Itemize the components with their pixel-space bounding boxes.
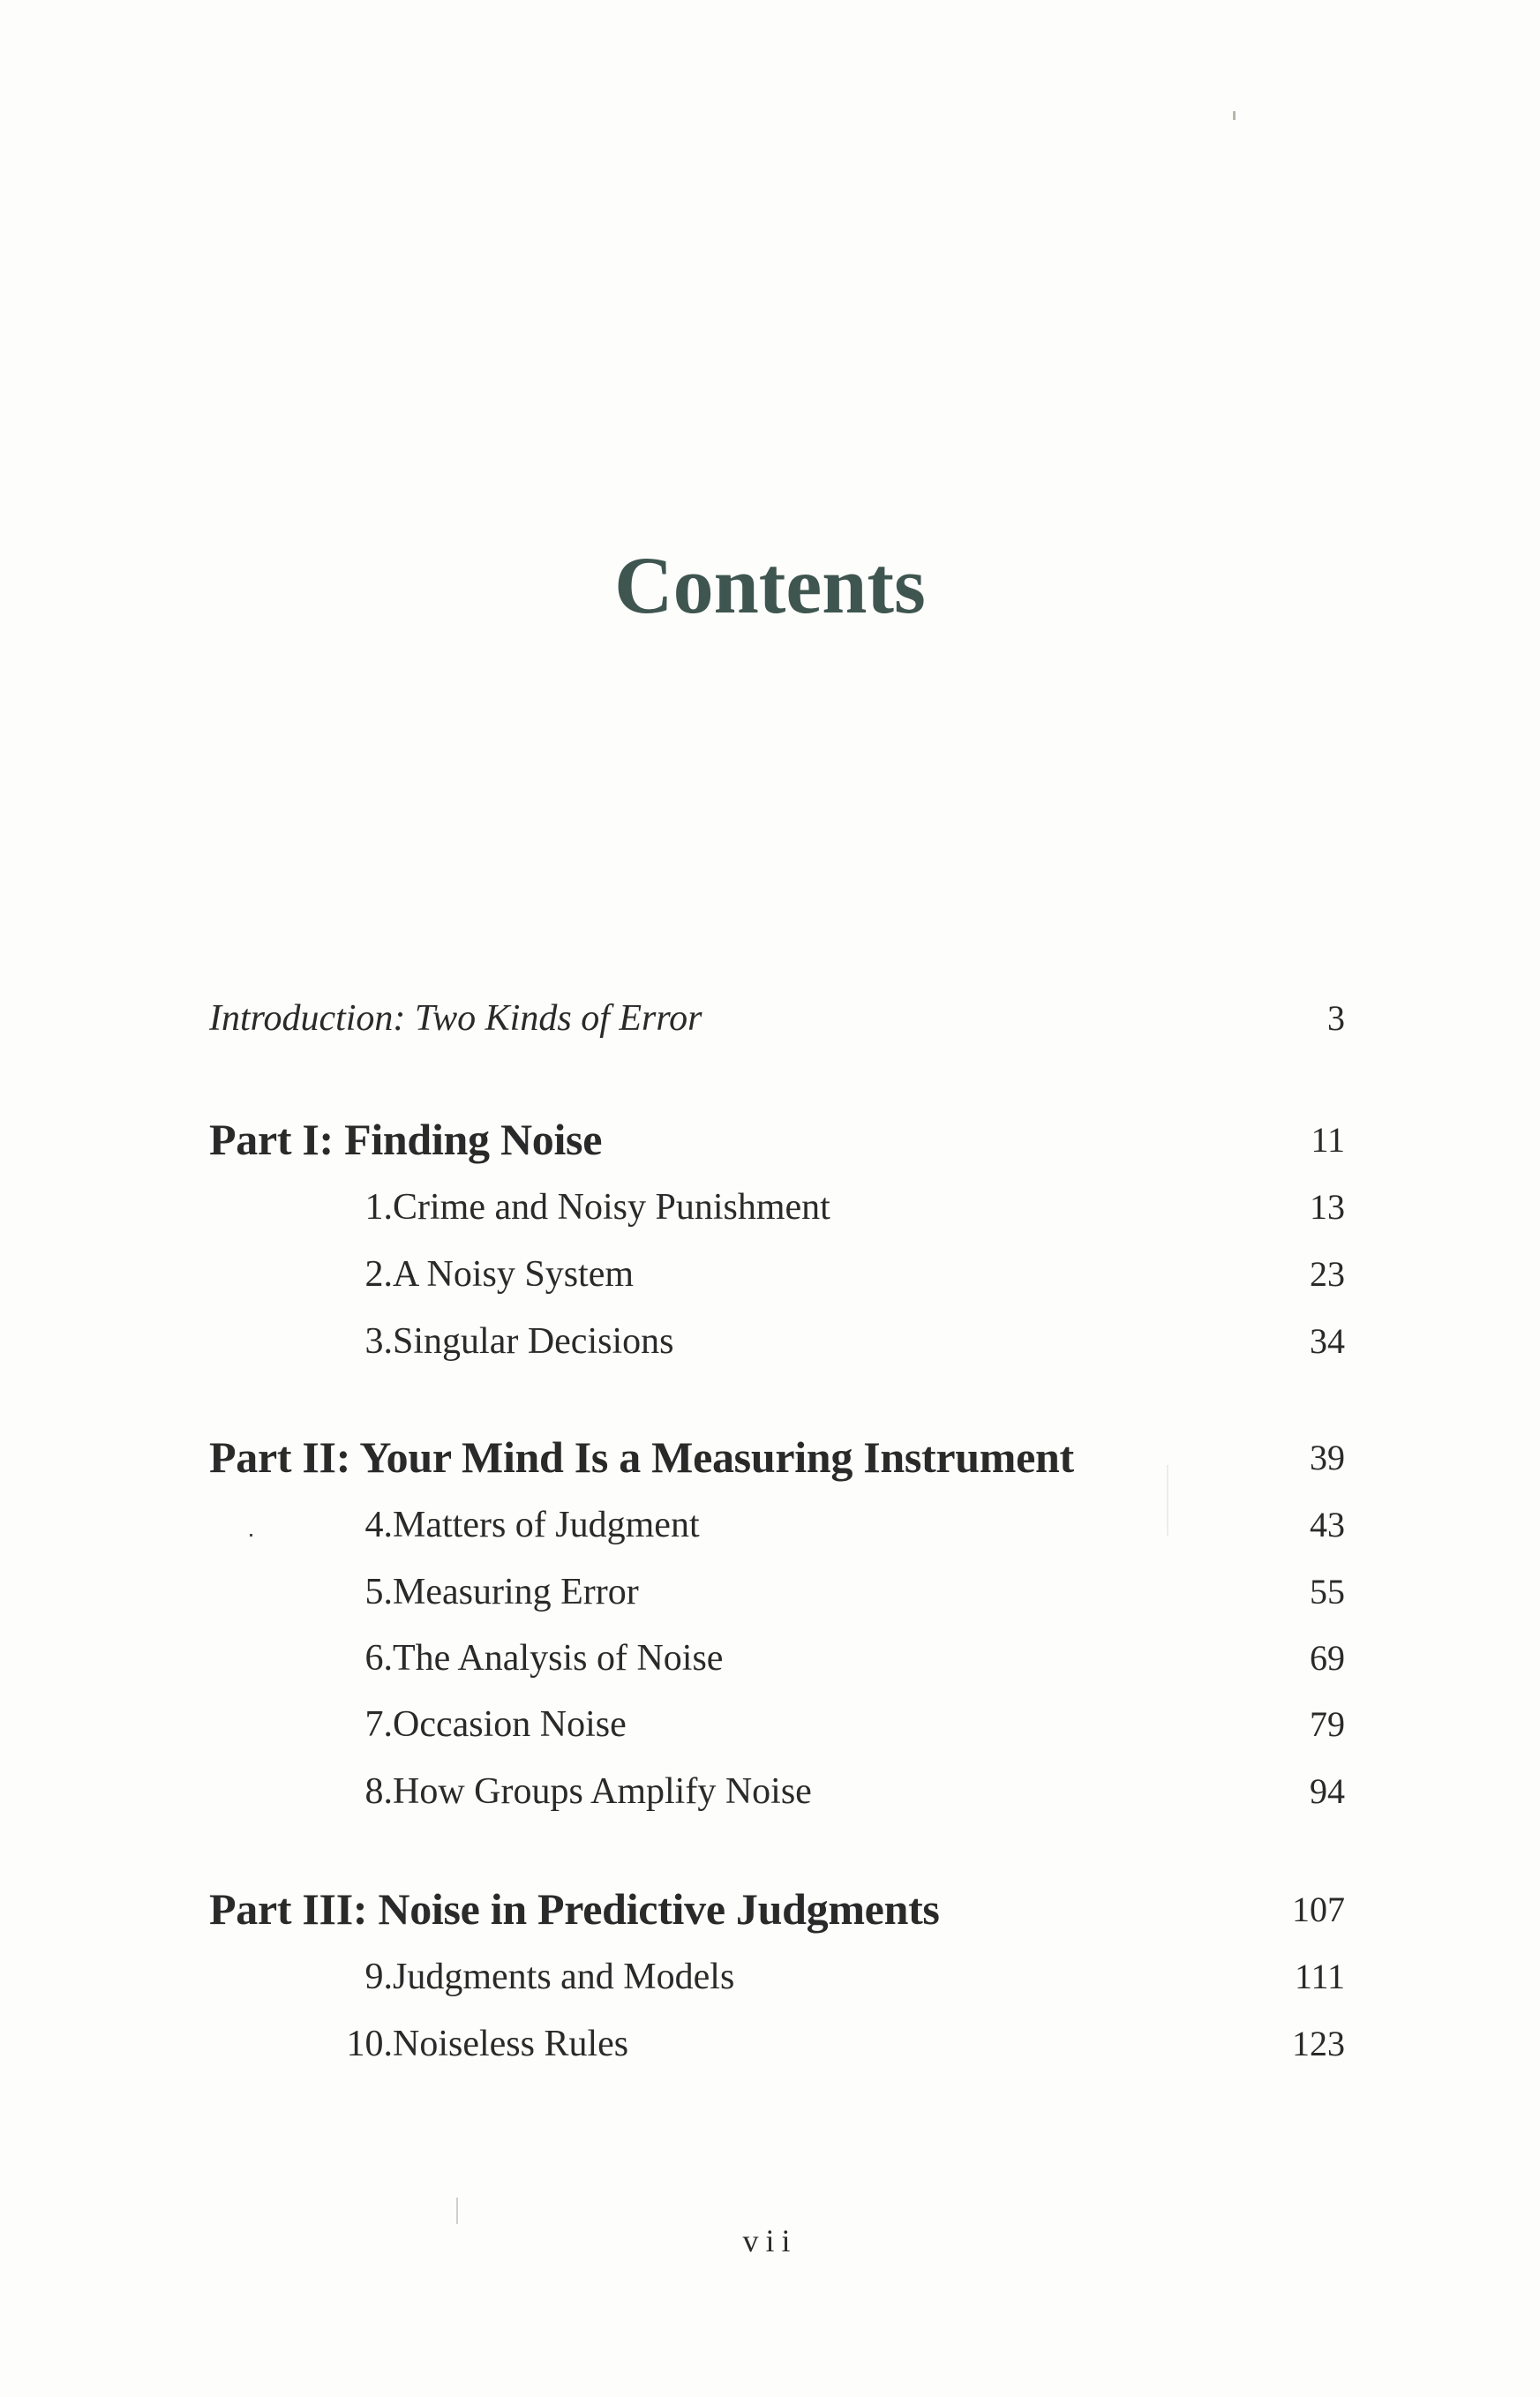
toc-chapter[interactable] (209, 1956, 1345, 2009)
toc-chapter[interactable] (209, 1504, 1345, 1557)
part-title: Part III: Noise in Predictive Judgments (209, 1884, 940, 1934)
toc-entry-introduction[interactable] (209, 997, 1345, 1050)
page-folio: vii (742, 2223, 798, 2258)
part-page-number: 39 (1310, 1438, 1345, 1477)
scan-artifact (1233, 111, 1236, 120)
chapter-title: Measuring Error (393, 1572, 639, 1612)
chapter-number: 6. (364, 1638, 393, 1679)
scan-artifact (1167, 1465, 1168, 1536)
toc-chapter[interactable] (209, 1770, 1345, 1823)
chapter-number: 8. (364, 1771, 393, 1812)
part-page-number: 11 (1311, 1120, 1345, 1160)
toc-chapter[interactable] (209, 1571, 1345, 1624)
chapter-page-number: 13 (1310, 1187, 1345, 1227)
chapter-title: Matters of Judgment (393, 1505, 700, 1545)
chapter-page-number: 111 (1294, 1957, 1345, 1996)
chapter-number: 1. (364, 1187, 393, 1228)
chapter-number: 5. (364, 1572, 393, 1612)
chapter-number: 2. (364, 1254, 393, 1295)
chapter-title: Crime and Noisy Punishment (393, 1187, 830, 1228)
part-page-number: 107 (1292, 1890, 1345, 1929)
entry-page-number: 3 (1327, 998, 1345, 1038)
scan-artifact (456, 2198, 458, 2224)
toc-chapter[interactable] (209, 1320, 1345, 1373)
page-title: Contents (614, 540, 926, 630)
toc-chapter[interactable] (209, 1186, 1345, 1239)
toc-chapter[interactable] (209, 1637, 1345, 1690)
chapter-title: Occasion Noise (393, 1704, 627, 1745)
chapter-page-number: 43 (1310, 1505, 1345, 1544)
chapter-number: 7. (364, 1704, 393, 1745)
toc-chapter[interactable] (209, 1253, 1345, 1306)
chapter-title: How Groups Amplify Noise (393, 1771, 812, 1812)
entry-title: Introduction: Two Kinds of Error (209, 998, 702, 1039)
chapter-title: Singular Decisions (393, 1321, 674, 1362)
chapter-number: 3. (364, 1321, 393, 1362)
chapter-title: Noiseless Rules (393, 2024, 629, 2064)
toc-part-1[interactable] (209, 1114, 1345, 1167)
chapter-page-number: 23 (1310, 1254, 1345, 1294)
chapter-title: Judgments and Models (393, 1957, 735, 1997)
chapter-number: 10. (346, 2024, 393, 2064)
toc-part-3[interactable] (209, 1883, 1345, 1936)
chapter-title: A Noisy System (393, 1254, 635, 1295)
toc-part-2[interactable] (209, 1431, 1345, 1484)
chapter-number: 4. (364, 1505, 393, 1545)
chapter-page-number: 69 (1310, 1638, 1345, 1678)
chapter-title: The Analysis of Noise (393, 1638, 724, 1679)
chapter-page-number: 79 (1310, 1704, 1345, 1744)
part-title: Part I: Finding Noise (209, 1115, 603, 1164)
toc-chapter[interactable] (209, 2023, 1345, 2076)
chapter-page-number: 55 (1310, 1572, 1345, 1612)
chapter-page-number: 94 (1310, 1771, 1345, 1811)
chapter-page-number: 123 (1292, 2024, 1345, 2063)
chapter-number: 9. (364, 1957, 393, 1997)
scan-artifact (250, 1534, 252, 1537)
chapter-page-number: 34 (1310, 1321, 1345, 1361)
part-title: Part II: Your Mind Is a Measuring Instrument (209, 1432, 1074, 1482)
toc-chapter[interactable] (209, 1703, 1345, 1756)
